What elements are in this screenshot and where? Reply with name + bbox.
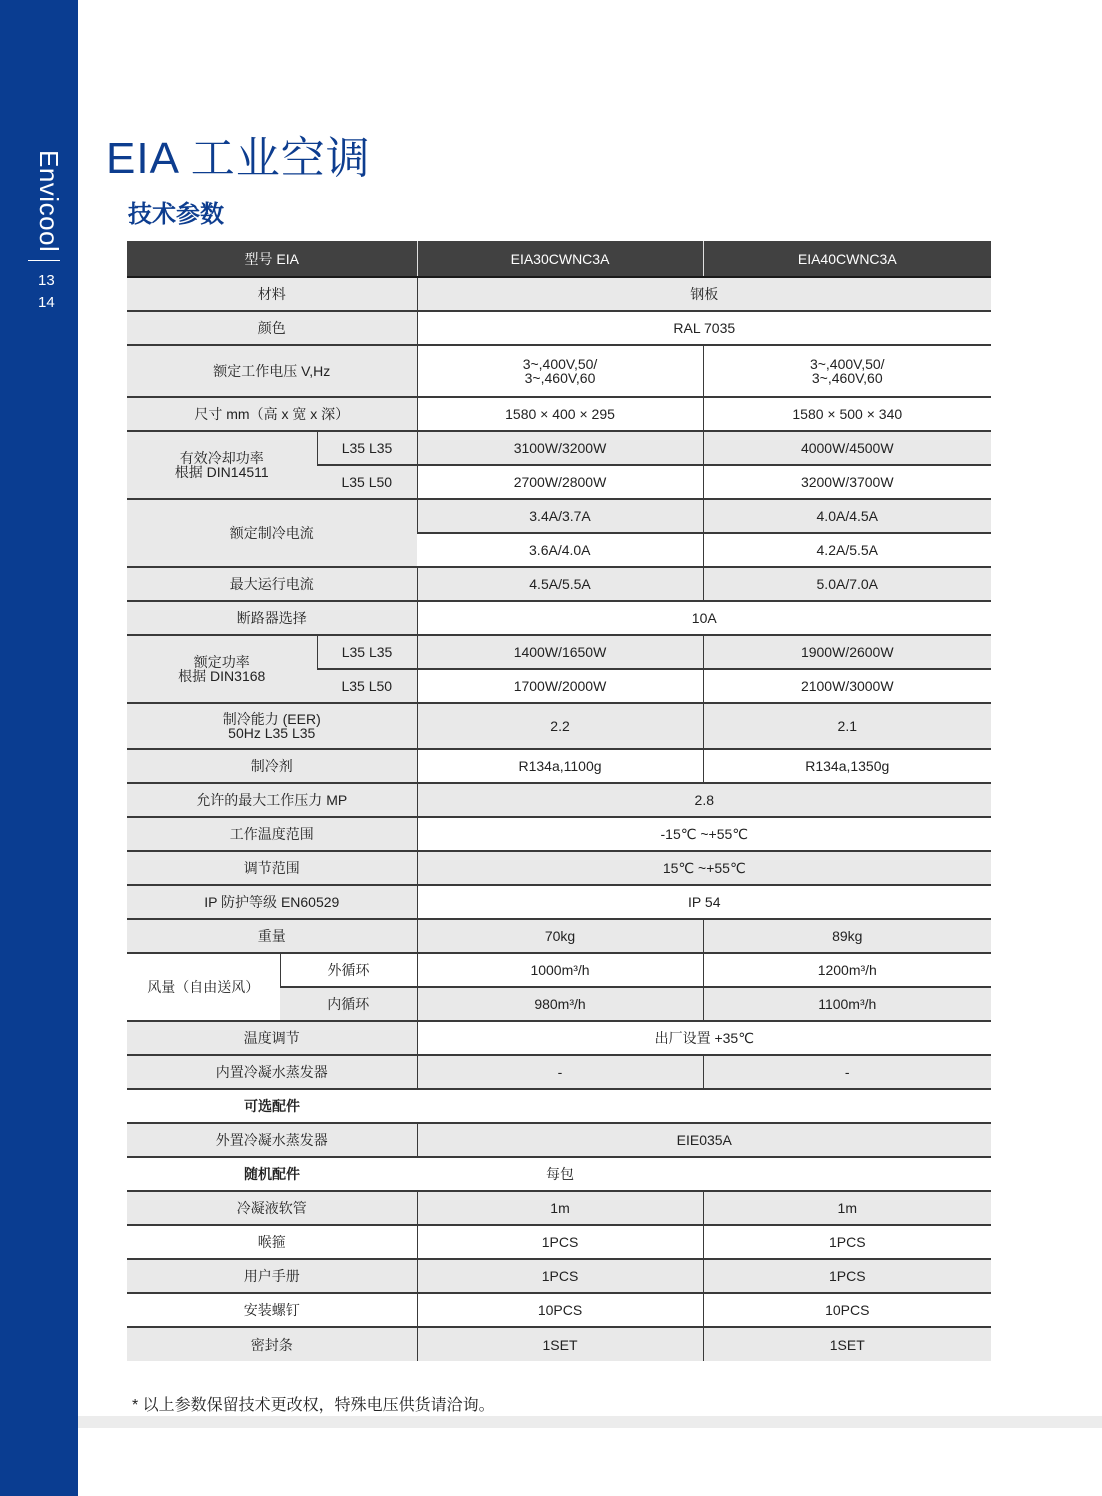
row-label: 内置冷凝水蒸发器	[127, 1055, 417, 1089]
row-value: 10A	[417, 601, 991, 635]
row-value-2: 89kg	[703, 919, 991, 953]
row-label: 尺寸 mm（高 x 宽 x 深）	[127, 397, 417, 431]
row-value: 15℃ ~+55℃	[417, 851, 991, 885]
row-value-2: 1PCS	[703, 1259, 991, 1293]
spec-table	[127, 241, 991, 1361]
empty-cell	[417, 1089, 991, 1123]
row-label: 制冷剂	[127, 749, 417, 783]
row-value: 每包	[417, 1157, 703, 1191]
row-value-2: 1900W/2600W	[703, 635, 991, 669]
row-value: RAL 7035	[417, 311, 991, 345]
table-row	[127, 1293, 991, 1327]
table-row	[127, 601, 991, 635]
row-value-1: 3.4A/3.7A	[417, 499, 703, 533]
sidebar	[0, 0, 78, 1496]
row-value-2: 1100m³/h	[703, 987, 991, 1021]
row-value-1: 3.6A/4.0A	[417, 533, 703, 567]
row-value-1: 3100W/3200W	[417, 431, 703, 465]
row-label: 额定工作电压 V,Hz	[127, 345, 417, 397]
row-value-1: 1PCS	[417, 1259, 703, 1293]
row-value-2: 4.0A/4.5A	[703, 499, 991, 533]
row-value-2: 1200m³/h	[703, 953, 991, 987]
row-value-1: 1580 × 400 × 295	[417, 397, 703, 431]
row-value-2: R134a,1350g	[703, 749, 991, 783]
row-value-1: 2.2	[417, 703, 703, 749]
row-label: 额定制冷电流	[127, 499, 417, 567]
condition-label: 内循环	[280, 987, 417, 1021]
row-value-2: 1SET	[703, 1327, 991, 1361]
row-value-1: 70kg	[417, 919, 703, 953]
condition-label: 外循环	[280, 953, 417, 987]
row-value-2: 1PCS	[703, 1225, 991, 1259]
header-model-1: EIA30CWNC3A	[417, 241, 703, 277]
table-row	[127, 635, 991, 669]
row-value-2: 10PCS	[703, 1293, 991, 1327]
condition-label: L35 L50	[317, 669, 417, 703]
row-label: 风量（自由送风）	[127, 953, 280, 1021]
row-label: 有效冷却功率 根据 DIN14511	[127, 431, 317, 499]
empty-cell	[703, 1157, 991, 1191]
header-model-2: EIA40CWNC3A	[703, 241, 991, 277]
row-value-2: 2100W/3000W	[703, 669, 991, 703]
row-label: 最大运行电流	[127, 567, 417, 601]
section-title: 技术参数	[128, 201, 224, 228]
row-value-1: 1SET	[417, 1327, 703, 1361]
row-label: IP 防护等级 EN60529	[127, 885, 417, 919]
condition-label: L35 L35	[317, 431, 417, 465]
row-label: 冷凝液软管	[127, 1191, 417, 1225]
row-value-2: 3~,400V,50/ 3~,460V,60	[703, 345, 991, 397]
page-number-left: 13	[38, 272, 55, 289]
table-row	[127, 703, 991, 749]
table-row	[127, 1021, 991, 1055]
section-label: 随机配件	[127, 1157, 417, 1191]
row-label: 用户手册	[127, 1259, 417, 1293]
row-value-1: 1700W/2000W	[417, 669, 703, 703]
page-number-right: 14	[38, 294, 55, 311]
row-value-2: 2.1	[703, 703, 991, 749]
table-row	[127, 1157, 991, 1191]
row-label: 重量	[127, 919, 417, 953]
row-label: 断路器选择	[127, 601, 417, 635]
condition-label: L35 L35	[317, 635, 417, 669]
footnote: * 以上参数保留技术更改权，特殊电压供货请洽询。	[132, 1397, 495, 1414]
row-value-1: -	[417, 1055, 703, 1089]
row-value-2: -	[703, 1055, 991, 1089]
row-label: 喉箍	[127, 1225, 417, 1259]
row-value: EIE035A	[417, 1123, 991, 1157]
row-value-1: 1m	[417, 1191, 703, 1225]
row-value-2: 5.0A/7.0A	[703, 567, 991, 601]
brand-logo	[28, 150, 68, 253]
row-value-1: 1000m³/h	[417, 953, 703, 987]
row-label: 工作温度范围	[127, 817, 417, 851]
row-value-2: 3200W/3700W	[703, 465, 991, 499]
table-row	[127, 1327, 991, 1361]
row-value-1: R134a,1100g	[417, 749, 703, 783]
bottom-band	[78, 1416, 1102, 1428]
table-row	[127, 311, 991, 345]
table-row	[127, 783, 991, 817]
row-value-1: 1PCS	[417, 1225, 703, 1259]
row-value: 2.8	[417, 783, 991, 817]
table-row	[127, 1191, 991, 1225]
table-row	[127, 277, 991, 311]
table-row	[127, 1225, 991, 1259]
table-row	[127, 851, 991, 885]
row-value-2: 4.2A/5.5A	[703, 533, 991, 567]
row-label: 安装螺钉	[127, 1293, 417, 1327]
brand-name: Envicool	[34, 150, 64, 253]
table-row	[127, 1089, 991, 1123]
row-label: 外置冷凝水蒸发器	[127, 1123, 417, 1157]
row-value-1: 10PCS	[417, 1293, 703, 1327]
row-label: 颜色	[127, 311, 417, 345]
row-label: 调节范围	[127, 851, 417, 885]
table-row	[127, 397, 991, 431]
table-row	[127, 345, 991, 397]
table-row	[127, 1123, 991, 1157]
row-value: 钢板	[417, 277, 991, 311]
row-value: -15℃ ~+55℃	[417, 817, 991, 851]
row-label: 额定功率 根据 DIN3168	[127, 635, 317, 703]
table-row	[127, 953, 991, 987]
row-value-2: 1580 × 500 × 340	[703, 397, 991, 431]
table-row	[127, 885, 991, 919]
row-value: 出厂设置 +35℃	[417, 1021, 991, 1055]
row-value: IP 54	[417, 885, 991, 919]
table-row	[127, 1259, 991, 1293]
row-label: 密封条	[127, 1327, 417, 1361]
row-label: 材料	[127, 277, 417, 311]
table-row	[127, 499, 991, 533]
row-value-1: 1400W/1650W	[417, 635, 703, 669]
row-value-2: 4000W/4500W	[703, 431, 991, 465]
row-value-1: 2700W/2800W	[417, 465, 703, 499]
row-label: 温度调节	[127, 1021, 417, 1055]
brand-divider	[28, 260, 60, 261]
row-value-1: 4.5A/5.5A	[417, 567, 703, 601]
table-row	[127, 567, 991, 601]
table-row	[127, 817, 991, 851]
row-value-1: 980m³/h	[417, 987, 703, 1021]
row-value-2: 1m	[703, 1191, 991, 1225]
header-model-label: 型号 EIA	[127, 241, 417, 277]
row-value-1: 3~,400V,50/ 3~,460V,60	[417, 345, 703, 397]
row-label: 允许的最大工作压力 MP	[127, 783, 417, 817]
table-row	[127, 749, 991, 783]
table-row	[127, 919, 991, 953]
page-title: EIA 工业空调	[106, 134, 371, 183]
table-row	[127, 1055, 991, 1089]
condition-label: L35 L50	[317, 465, 417, 499]
table-header-row	[127, 241, 991, 277]
table-row	[127, 431, 991, 465]
section-label: 可选配件	[127, 1089, 417, 1123]
row-label: 制冷能力 (EER) 50Hz L35 L35	[127, 703, 417, 749]
